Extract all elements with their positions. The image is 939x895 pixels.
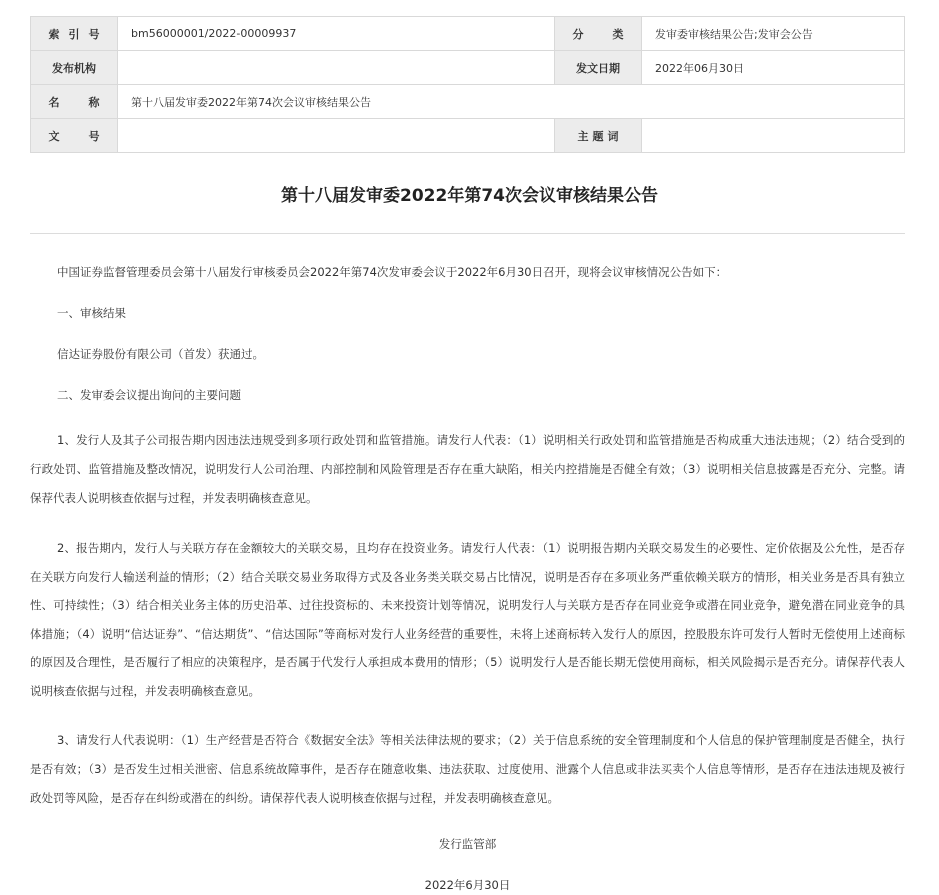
signature-date: 2022年6月30日 bbox=[424, 878, 511, 892]
issue-date-label: 发文日期 bbox=[555, 51, 642, 85]
review-result: 信达证券股份有限公司（首发）获通过。 bbox=[57, 347, 264, 361]
question-3: 3、请发行人代表说明：（1）生产经营是否符合《数据安全法》等相关法律法规的要求；（2）关于信息系统的安全管理制度和个人信息的保护管理制度是否健全，执行是否有效；（3）是否发生过相关泄密、信息系统故障事件，是否存在随意收集、违法获取、过度使用、泄露个人信息或非法买卖个人信息等情形，是否存在违法违规及被行政处罚等风险，是否存在纠纷或潜在的纠纷。请保荐代表人说明核查依据与过程，并发表明确核查意见。 bbox=[30, 733, 905, 805]
category-label: 分类 bbox=[555, 17, 642, 51]
section-heading-questions: 二、发审委会议提出询问的主要问题 bbox=[57, 388, 241, 402]
article-body bbox=[30, 262, 905, 895]
article-title: 第十八届发审委2022年第74次会议审核结果公告 bbox=[281, 186, 658, 206]
category-value: 发审委审核结果公告;发审会公告 bbox=[642, 17, 905, 51]
doc-number-label: 文号 bbox=[31, 119, 118, 153]
meta-row bbox=[31, 85, 905, 119]
issuer-label: 发布机构 bbox=[31, 51, 118, 85]
issue-date-value: 2022年06月30日 bbox=[642, 51, 905, 85]
keywords-value bbox=[642, 119, 905, 153]
question-1: 1、发行人及其子公司报告期内因违法违规受到多项行政处罚和监管措施。请发行人代表：（1）说明相关行政处罚和监管措施是否构成重大违法违规；（2）结合受到的行政处罚、监管措施及整改情况，说明发行人公司治理、内部控制和风险管理是否存在重大缺陷，相关内控措施是否健全有效；（3）说明相关信息披露是否充分、完整。请保荐代表人说明核查依据与过程，并发表明确核查意见。 bbox=[30, 433, 905, 505]
section-heading-results: 一、审核结果 bbox=[57, 306, 126, 320]
document-meta-table bbox=[30, 16, 905, 153]
keywords-label: 主题词 bbox=[555, 119, 642, 153]
meta-row bbox=[31, 119, 905, 153]
meta-row bbox=[31, 17, 905, 51]
doc-number-value bbox=[118, 119, 555, 153]
title-divider bbox=[30, 233, 905, 234]
doc-name-label: 名称 bbox=[31, 85, 118, 119]
question-2: 2、报告期内，发行人与关联方存在金额较大的关联交易，且均存在投资业务。请发行人代表：（1）说明报告期内关联交易发生的必要性、定价依据及公允性，是否存在关联方向发行人输送利益的情形；（2）结合关联交易业务取得方式及各业务类关联交易占比情况，说明是否存在多项业务严重依赖关联方的情形，相关业务是否具有独立性、可持续性；（3）结合相关业务主体的历史沿革、过往投资标的、未来投资计划等情况，说明发行人与关联方是否存在同业竞争或潜在同业竞争，避免潜在同业竞争的具体措施；（4）说明“信达证券”、“信达期货”、“信达国际”等商标对发行人业务经营的重要性，未将上述商标转入发行人的原因，控股股东许可发行人暂时无偿使用上述商标的原因及合理性，是否履行了相应的决策程序，是否属于代发行人承担成本费用的情形；（5）说明发行人是否能长期无偿使用商标，相关风险揭示是否充分。请保荐代表人说明核查依据与过程，并发表明确核查意见。 bbox=[30, 541, 905, 698]
doc-name-value: 第十八届发审委2022年第74次会议审核结果公告 bbox=[118, 85, 905, 119]
issuer-value bbox=[118, 51, 555, 85]
index-number-label: 索引号 bbox=[31, 17, 118, 51]
index-number-value: bm56000001/2022-00009937 bbox=[118, 17, 555, 51]
signer: 发行监管部 bbox=[438, 837, 497, 851]
intro-paragraph: 中国证券监督管理委员会第十八届发行审核委员会2022年第74次发审委会议于2022年6月30日召开，现将会议审核情况公告如下： bbox=[57, 265, 728, 279]
meta-row bbox=[31, 51, 905, 85]
